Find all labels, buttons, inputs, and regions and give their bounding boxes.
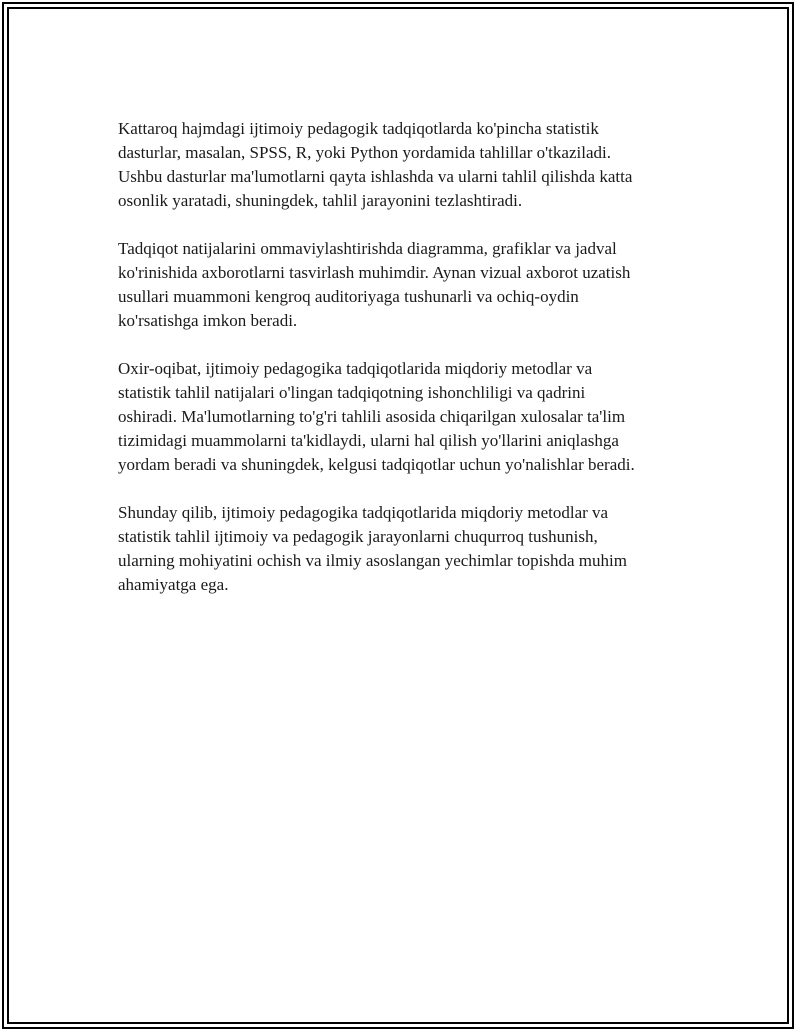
text-line: Kattaroq hajmdagi ijtimoiy pedagogik tadqiqotlarda ko'pincha statistik — [118, 119, 599, 138]
text-line: Ushbu dasturlar ma'lumotlarni qayta ishlashda va ularni tahlil qilishda katta — [118, 167, 633, 186]
paragraph-4 — [118, 501, 688, 597]
document-body — [118, 117, 688, 621]
text-line: ko'rinishida axborotlarni tasvirlash muhimdir. Aynan vizual axborot uzatish — [118, 263, 631, 282]
text-line: oshiradi. Ma'lumotlarning to'g'ri tahlili asosida chiqarilgan xulosalar ta'lim — [118, 407, 626, 426]
text-line: ko'rsatishga imkon beradi. — [118, 311, 298, 330]
text-line: osonlik yaratadi, shuningdek, tahlil jarayonini tezlashtiradi. — [118, 191, 523, 210]
text-line: Tadqiqot natijalarini ommaviylashtirishda diagramma, grafiklar va jadval — [118, 239, 617, 258]
text-line: dasturlar, masalan, SPSS, R, yoki Python yordamida tahlillar o'tkaziladi. — [118, 143, 611, 162]
text-line: yordam beradi va shuningdek, kelgusi tadqiqotlar uchun yo'nalishlar beradi. — [118, 455, 635, 474]
paragraph-2 — [118, 237, 688, 333]
text-line: tizimidagi muammolarni ta'kidlaydi, ularni hal qilish yo'llarini aniqlashga — [118, 431, 619, 450]
paragraph-3 — [118, 357, 688, 477]
text-line: statistik tahlil ijtimoiy va pedagogik jarayonlarni chuqurroq tushunish, — [118, 527, 598, 546]
text-line: Oxir-oqibat, ijtimoiy pedagogika tadqiqotlarida miqdoriy metodlar va — [118, 359, 593, 378]
text-line: Shunday qilib, ijtimoiy pedagogika tadqiqotlarida miqdoriy metodlar va — [118, 503, 609, 522]
text-line: usullari muammoni kengroq auditoriyaga tushunarli va ochiq-oydin — [118, 287, 579, 306]
text-line: ahamiyatga ega. — [118, 575, 229, 594]
text-line: statistik tahlil natijalari o'lingan tadqiqotning ishonchliligi va qadrini — [118, 383, 586, 402]
paragraph-1 — [118, 117, 688, 213]
text-line: ularning mohiyatini ochish va ilmiy asoslangan yechimlar topishda muhim — [118, 551, 627, 570]
